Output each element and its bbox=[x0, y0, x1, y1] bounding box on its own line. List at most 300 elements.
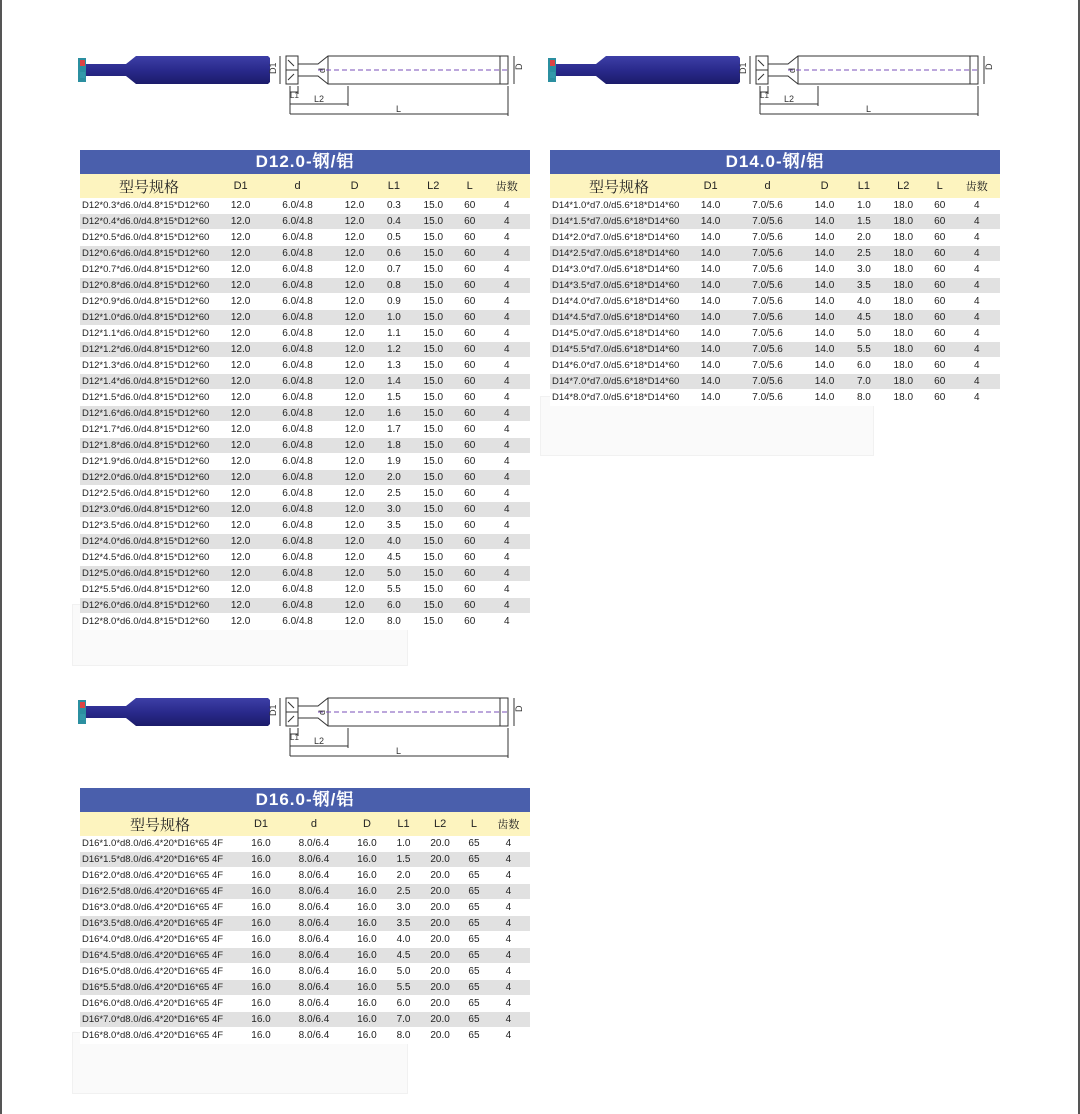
value-cell: 4.0 bbox=[847, 294, 881, 310]
value-cell: 15.0 bbox=[411, 502, 456, 518]
table-row bbox=[80, 518, 530, 534]
value-cell: 65 bbox=[461, 1028, 487, 1044]
value-cell: 15.0 bbox=[411, 214, 456, 230]
model-cell: D16*7.0*d8.0/d6.4*20*D16*65 4F bbox=[80, 1012, 240, 1028]
model-cell: D16*3.0*d8.0/d6.4*20*D16*65 4F bbox=[80, 900, 240, 916]
table-row bbox=[80, 1028, 530, 1044]
value-cell: 12.0 bbox=[218, 550, 263, 566]
value-cell: 16.0 bbox=[240, 980, 282, 996]
value-cell: 16.0 bbox=[346, 836, 388, 852]
table-row bbox=[80, 582, 530, 598]
value-cell: 14.0 bbox=[802, 278, 847, 294]
value-cell: 14.0 bbox=[802, 246, 847, 262]
value-cell: 12.0 bbox=[332, 582, 377, 598]
svg-text:D1: D1 bbox=[268, 62, 278, 74]
value-cell: 7.0/5.6 bbox=[733, 374, 802, 390]
value-cell: 60 bbox=[456, 486, 484, 502]
value-cell: 15.0 bbox=[411, 598, 456, 614]
header-cell: L bbox=[461, 812, 487, 836]
table-row bbox=[550, 358, 1000, 374]
table-row bbox=[80, 502, 530, 518]
value-cell: 7.0/5.6 bbox=[733, 310, 802, 326]
value-cell: 65 bbox=[461, 916, 487, 932]
model-cell: D16*2.5*d8.0/d6.4*20*D16*65 4F bbox=[80, 884, 240, 900]
svg-text:d: d bbox=[317, 67, 327, 73]
value-cell: 6.0/4.8 bbox=[263, 230, 332, 246]
value-cell: 15.0 bbox=[411, 470, 456, 486]
value-cell: 5.5 bbox=[847, 342, 881, 358]
value-cell: 14.0 bbox=[688, 358, 733, 374]
value-cell: 7.0/5.6 bbox=[733, 246, 802, 262]
value-cell: 6.0/4.8 bbox=[263, 518, 332, 534]
value-cell: 60 bbox=[456, 198, 484, 214]
value-cell: 6.0/4.8 bbox=[263, 438, 332, 454]
value-cell: 65 bbox=[461, 884, 487, 900]
value-cell: 8.0/6.4 bbox=[282, 948, 346, 964]
svg-text:d: d bbox=[317, 709, 327, 715]
svg-text:D: D bbox=[514, 63, 524, 70]
value-cell: 4 bbox=[487, 916, 530, 932]
model-cell: D12*4.5*d6.0/d4.8*15*D12*60 bbox=[80, 550, 218, 566]
value-cell: 1.5 bbox=[377, 390, 411, 406]
value-cell: 12.0 bbox=[332, 470, 377, 486]
value-cell: 15.0 bbox=[411, 454, 456, 470]
table-title: D16.0-钢/铝 bbox=[80, 788, 530, 812]
value-cell: 14.0 bbox=[802, 342, 847, 358]
value-cell: 60 bbox=[456, 406, 484, 422]
table-row bbox=[80, 358, 530, 374]
value-cell: 12.0 bbox=[218, 214, 263, 230]
value-cell: 60 bbox=[456, 598, 484, 614]
value-cell: 16.0 bbox=[346, 980, 388, 996]
value-cell: 4 bbox=[484, 326, 530, 342]
value-cell: 12.0 bbox=[332, 374, 377, 390]
value-cell: 4 bbox=[954, 214, 1000, 230]
value-cell: 14.0 bbox=[688, 214, 733, 230]
value-cell: 60 bbox=[926, 198, 954, 214]
tool-figure-d16 bbox=[78, 688, 538, 773]
value-cell: 6.0/4.8 bbox=[263, 534, 332, 550]
value-cell: 4 bbox=[487, 1012, 530, 1028]
value-cell: 4 bbox=[487, 900, 530, 916]
svg-text:L1: L1 bbox=[290, 91, 299, 100]
value-cell: 5.0 bbox=[377, 566, 411, 582]
model-cell: D12*0.5*d6.0/d4.8*15*D12*60 bbox=[80, 230, 218, 246]
svg-text:L1: L1 bbox=[760, 91, 769, 100]
value-cell: 4 bbox=[484, 486, 530, 502]
value-cell: 20.0 bbox=[419, 836, 461, 852]
svg-text:L2: L2 bbox=[784, 94, 795, 104]
value-cell: 6.0/4.8 bbox=[263, 470, 332, 486]
value-cell: 6.0/4.8 bbox=[263, 214, 332, 230]
value-cell: 14.0 bbox=[688, 230, 733, 246]
value-cell: 4 bbox=[487, 932, 530, 948]
header-cell: d bbox=[282, 812, 346, 836]
value-cell: 60 bbox=[456, 374, 484, 390]
svg-text:L1: L1 bbox=[290, 733, 299, 742]
table-header-row bbox=[80, 174, 530, 198]
value-cell: 14.0 bbox=[802, 326, 847, 342]
value-cell: 12.0 bbox=[332, 486, 377, 502]
table-row bbox=[80, 390, 530, 406]
value-cell: 8.0 bbox=[377, 614, 411, 630]
value-cell: 14.0 bbox=[802, 310, 847, 326]
value-cell: 4 bbox=[484, 454, 530, 470]
value-cell: 60 bbox=[456, 502, 484, 518]
header-cell: L bbox=[456, 174, 484, 198]
svg-text:D1: D1 bbox=[268, 704, 278, 716]
value-cell: 4 bbox=[484, 566, 530, 582]
value-cell: 18.0 bbox=[881, 278, 926, 294]
value-cell: 18.0 bbox=[881, 326, 926, 342]
tool-drawing bbox=[548, 46, 1008, 126]
value-cell: 12.0 bbox=[332, 518, 377, 534]
table-row bbox=[80, 262, 530, 278]
value-cell: 18.0 bbox=[881, 294, 926, 310]
value-cell: 5.5 bbox=[388, 980, 419, 996]
table-row bbox=[80, 598, 530, 614]
table-row bbox=[80, 374, 530, 390]
table-row bbox=[80, 900, 530, 916]
value-cell: 8.0/6.4 bbox=[282, 868, 346, 884]
model-cell: D14*2.5*d7.0/d5.6*18*D14*60 bbox=[550, 246, 688, 262]
model-cell: D12*1.2*d6.0/d4.8*15*D12*60 bbox=[80, 342, 218, 358]
value-cell: 60 bbox=[926, 342, 954, 358]
value-cell: 60 bbox=[926, 214, 954, 230]
value-cell: 12.0 bbox=[332, 310, 377, 326]
value-cell: 60 bbox=[456, 454, 484, 470]
value-cell: 8.0/6.4 bbox=[282, 884, 346, 900]
value-cell: 4.5 bbox=[847, 310, 881, 326]
model-cell: D16*6.0*d8.0/d6.4*20*D16*65 4F bbox=[80, 996, 240, 1012]
value-cell: 6.0/4.8 bbox=[263, 502, 332, 518]
value-cell: 4 bbox=[954, 278, 1000, 294]
value-cell: 4 bbox=[484, 310, 530, 326]
model-cell: D12*1.0*d6.0/d4.8*15*D12*60 bbox=[80, 310, 218, 326]
value-cell: 60 bbox=[456, 230, 484, 246]
value-cell: 7.0/5.6 bbox=[733, 294, 802, 310]
table-row bbox=[80, 246, 530, 262]
value-cell: 12.0 bbox=[218, 502, 263, 518]
value-cell: 16.0 bbox=[346, 900, 388, 916]
table-row bbox=[80, 980, 530, 996]
table-row bbox=[80, 438, 530, 454]
value-cell: 65 bbox=[461, 852, 487, 868]
value-cell: 2.5 bbox=[377, 486, 411, 502]
value-cell: 14.0 bbox=[802, 230, 847, 246]
value-cell: 15.0 bbox=[411, 422, 456, 438]
model-cell: D14*5.0*d7.0/d5.6*18*D14*60 bbox=[550, 326, 688, 342]
table-row bbox=[80, 422, 530, 438]
header-cell: D1 bbox=[240, 812, 282, 836]
table-row bbox=[550, 310, 1000, 326]
value-cell: 12.0 bbox=[218, 230, 263, 246]
value-cell: 18.0 bbox=[881, 310, 926, 326]
value-cell: 4 bbox=[484, 614, 530, 630]
value-cell: 60 bbox=[456, 262, 484, 278]
value-cell: 20.0 bbox=[419, 932, 461, 948]
model-cell: D14*1.5*d7.0/d5.6*18*D14*60 bbox=[550, 214, 688, 230]
value-cell: 5.5 bbox=[377, 582, 411, 598]
model-cell: D12*1.9*d6.0/d4.8*15*D12*60 bbox=[80, 454, 218, 470]
cutter-photo bbox=[78, 56, 270, 84]
value-cell: 1.7 bbox=[377, 422, 411, 438]
table-row bbox=[550, 262, 1000, 278]
value-cell: 12.0 bbox=[218, 358, 263, 374]
value-cell: 12.0 bbox=[332, 262, 377, 278]
value-cell: 6.0/4.8 bbox=[263, 278, 332, 294]
value-cell: 4 bbox=[484, 342, 530, 358]
value-cell: 65 bbox=[461, 964, 487, 980]
value-cell: 20.0 bbox=[419, 900, 461, 916]
model-cell: D12*8.0*d6.0/d4.8*15*D12*60 bbox=[80, 614, 218, 630]
svg-text:L: L bbox=[396, 104, 402, 114]
model-cell: D14*8.0*d7.0/d5.6*18*D14*60 bbox=[550, 390, 688, 406]
value-cell: 65 bbox=[461, 932, 487, 948]
table-row bbox=[80, 614, 530, 630]
value-cell: 12.0 bbox=[218, 534, 263, 550]
value-cell: 14.0 bbox=[688, 342, 733, 358]
value-cell: 1.9 bbox=[377, 454, 411, 470]
table-row bbox=[550, 230, 1000, 246]
header-cell: L1 bbox=[388, 812, 419, 836]
value-cell: 8.0/6.4 bbox=[282, 916, 346, 932]
value-cell: 14.0 bbox=[688, 294, 733, 310]
value-cell: 65 bbox=[461, 868, 487, 884]
value-cell: 0.4 bbox=[377, 214, 411, 230]
value-cell: 60 bbox=[926, 326, 954, 342]
value-cell: 15.0 bbox=[411, 246, 456, 262]
value-cell: 12.0 bbox=[332, 342, 377, 358]
value-cell: 12.0 bbox=[218, 438, 263, 454]
value-cell: 12.0 bbox=[332, 230, 377, 246]
value-cell: 20.0 bbox=[419, 948, 461, 964]
value-cell: 60 bbox=[456, 438, 484, 454]
value-cell: 0.5 bbox=[377, 230, 411, 246]
value-cell: 12.0 bbox=[218, 598, 263, 614]
value-cell: 12.0 bbox=[218, 614, 263, 630]
value-cell: 7.0 bbox=[847, 374, 881, 390]
value-cell: 60 bbox=[456, 582, 484, 598]
value-cell: 8.0/6.4 bbox=[282, 900, 346, 916]
value-cell: 12.0 bbox=[218, 262, 263, 278]
table-row bbox=[80, 916, 530, 932]
value-cell: 60 bbox=[456, 214, 484, 230]
value-cell: 16.0 bbox=[240, 884, 282, 900]
value-cell: 16.0 bbox=[240, 836, 282, 852]
value-cell: 16.0 bbox=[346, 932, 388, 948]
value-cell: 4.5 bbox=[377, 550, 411, 566]
value-cell: 16.0 bbox=[240, 1028, 282, 1044]
value-cell: 15.0 bbox=[411, 262, 456, 278]
value-cell: 14.0 bbox=[688, 278, 733, 294]
value-cell: 7.0/5.6 bbox=[733, 358, 802, 374]
value-cell: 4 bbox=[484, 502, 530, 518]
value-cell: 3.5 bbox=[847, 278, 881, 294]
value-cell: 60 bbox=[456, 534, 484, 550]
value-cell: 18.0 bbox=[881, 198, 926, 214]
value-cell: 4 bbox=[487, 852, 530, 868]
value-cell: 7.0/5.6 bbox=[733, 278, 802, 294]
value-cell: 4 bbox=[954, 358, 1000, 374]
table-row bbox=[80, 996, 530, 1012]
model-cell: D14*7.0*d7.0/d5.6*18*D14*60 bbox=[550, 374, 688, 390]
value-cell: 4.5 bbox=[388, 948, 419, 964]
value-cell: 2.0 bbox=[377, 470, 411, 486]
value-cell: 12.0 bbox=[218, 294, 263, 310]
value-cell: 6.0/4.8 bbox=[263, 390, 332, 406]
value-cell: 4 bbox=[484, 518, 530, 534]
header-cell: L bbox=[926, 174, 954, 198]
model-cell: D12*1.5*d6.0/d4.8*15*D12*60 bbox=[80, 390, 218, 406]
value-cell: 4 bbox=[484, 214, 530, 230]
value-cell: 4 bbox=[484, 198, 530, 214]
value-cell: 16.0 bbox=[240, 948, 282, 964]
value-cell: 8.0/6.4 bbox=[282, 932, 346, 948]
value-cell: 8.0/6.4 bbox=[282, 996, 346, 1012]
value-cell: 60 bbox=[926, 310, 954, 326]
value-cell: 16.0 bbox=[346, 1028, 388, 1044]
value-cell: 4 bbox=[954, 198, 1000, 214]
table-row bbox=[80, 932, 530, 948]
value-cell: 2.5 bbox=[388, 884, 419, 900]
value-cell: 4 bbox=[954, 310, 1000, 326]
value-cell: 14.0 bbox=[688, 390, 733, 406]
value-cell: 7.0/5.6 bbox=[733, 198, 802, 214]
value-cell: 12.0 bbox=[332, 422, 377, 438]
value-cell: 60 bbox=[456, 614, 484, 630]
value-cell: 12.0 bbox=[332, 278, 377, 294]
value-cell: 3.5 bbox=[377, 518, 411, 534]
model-cell: D16*1.0*d8.0/d6.4*20*D16*65 4F bbox=[80, 836, 240, 852]
value-cell: 60 bbox=[926, 294, 954, 310]
value-cell: 4 bbox=[487, 884, 530, 900]
table-row bbox=[80, 884, 530, 900]
value-cell: 4 bbox=[484, 230, 530, 246]
model-cell: D12*3.5*d6.0/d4.8*15*D12*60 bbox=[80, 518, 218, 534]
table-row bbox=[550, 374, 1000, 390]
value-cell: 5.0 bbox=[388, 964, 419, 980]
header-cell: D1 bbox=[688, 174, 733, 198]
value-cell: 4 bbox=[484, 294, 530, 310]
value-cell: 6.0/4.8 bbox=[263, 198, 332, 214]
value-cell: 16.0 bbox=[240, 900, 282, 916]
value-cell: 4 bbox=[487, 964, 530, 980]
value-cell: 60 bbox=[926, 374, 954, 390]
value-cell: 12.0 bbox=[332, 390, 377, 406]
value-cell: 12.0 bbox=[332, 534, 377, 550]
table-row bbox=[80, 852, 530, 868]
value-cell: 4 bbox=[487, 868, 530, 884]
value-cell: 18.0 bbox=[881, 390, 926, 406]
svg-text:L: L bbox=[396, 746, 402, 756]
value-cell: 15.0 bbox=[411, 486, 456, 502]
value-cell: 60 bbox=[926, 390, 954, 406]
value-cell: 20.0 bbox=[419, 868, 461, 884]
value-cell: 12.0 bbox=[218, 486, 263, 502]
value-cell: 60 bbox=[456, 390, 484, 406]
value-cell: 15.0 bbox=[411, 390, 456, 406]
value-cell: 8.0/6.4 bbox=[282, 964, 346, 980]
header-cell: D1 bbox=[218, 174, 263, 198]
value-cell: 16.0 bbox=[346, 868, 388, 884]
value-cell: 4 bbox=[487, 1028, 530, 1044]
table-row bbox=[80, 310, 530, 326]
value-cell: 12.0 bbox=[332, 614, 377, 630]
value-cell: 12.0 bbox=[332, 406, 377, 422]
value-cell: 4 bbox=[484, 422, 530, 438]
model-cell: D12*0.8*d6.0/d4.8*15*D12*60 bbox=[80, 278, 218, 294]
value-cell: 18.0 bbox=[881, 246, 926, 262]
value-cell: 16.0 bbox=[240, 916, 282, 932]
value-cell: 3.0 bbox=[377, 502, 411, 518]
model-cell: D12*1.8*d6.0/d4.8*15*D12*60 bbox=[80, 438, 218, 454]
value-cell: 16.0 bbox=[346, 996, 388, 1012]
table-row bbox=[80, 486, 530, 502]
header-cell: D bbox=[332, 174, 377, 198]
value-cell: 6.0/4.8 bbox=[263, 326, 332, 342]
value-cell: 15.0 bbox=[411, 518, 456, 534]
value-cell: 16.0 bbox=[240, 852, 282, 868]
value-cell: 14.0 bbox=[688, 198, 733, 214]
value-cell: 0.6 bbox=[377, 246, 411, 262]
value-cell: 18.0 bbox=[881, 342, 926, 358]
value-cell: 60 bbox=[456, 470, 484, 486]
value-cell: 60 bbox=[456, 342, 484, 358]
value-cell: 14.0 bbox=[688, 262, 733, 278]
value-cell: 14.0 bbox=[802, 294, 847, 310]
svg-text:D: D bbox=[514, 705, 524, 712]
value-cell: 60 bbox=[926, 278, 954, 294]
value-cell: 60 bbox=[456, 246, 484, 262]
value-cell: 4.0 bbox=[388, 932, 419, 948]
table-row bbox=[80, 278, 530, 294]
model-cell: D12*1.6*d6.0/d4.8*15*D12*60 bbox=[80, 406, 218, 422]
svg-text:d: d bbox=[787, 67, 797, 73]
value-cell: 8.0/6.4 bbox=[282, 1028, 346, 1044]
value-cell: 60 bbox=[456, 326, 484, 342]
value-cell: 16.0 bbox=[240, 964, 282, 980]
value-cell: 16.0 bbox=[240, 1012, 282, 1028]
value-cell: 15.0 bbox=[411, 614, 456, 630]
value-cell: 18.0 bbox=[881, 230, 926, 246]
table-row bbox=[80, 836, 530, 852]
value-cell: 0.3 bbox=[377, 198, 411, 214]
value-cell: 7.0/5.6 bbox=[733, 390, 802, 406]
value-cell: 7.0/5.6 bbox=[733, 214, 802, 230]
value-cell: 65 bbox=[461, 980, 487, 996]
value-cell: 12.0 bbox=[332, 566, 377, 582]
value-cell: 6.0 bbox=[377, 598, 411, 614]
model-cell: D12*5.5*d6.0/d4.8*15*D12*60 bbox=[80, 582, 218, 598]
header-cell: d bbox=[733, 174, 802, 198]
value-cell: 2.0 bbox=[847, 230, 881, 246]
value-cell: 7.0/5.6 bbox=[733, 326, 802, 342]
value-cell: 60 bbox=[456, 518, 484, 534]
value-cell: 1.8 bbox=[377, 438, 411, 454]
value-cell: 4 bbox=[954, 326, 1000, 342]
model-cell: D12*0.4*d6.0/d4.8*15*D12*60 bbox=[80, 214, 218, 230]
table-row bbox=[80, 230, 530, 246]
model-cell: D16*8.0*d8.0/d6.4*20*D16*65 4F bbox=[80, 1028, 240, 1044]
table-row bbox=[80, 534, 530, 550]
header-model: 型号规格 bbox=[80, 174, 218, 198]
value-cell: 8.0/6.4 bbox=[282, 980, 346, 996]
value-cell: 8.0 bbox=[388, 1028, 419, 1044]
model-cell: D12*1.7*d6.0/d4.8*15*D12*60 bbox=[80, 422, 218, 438]
table-title: D14.0-钢/铝 bbox=[550, 150, 1000, 174]
value-cell: 3.5 bbox=[388, 916, 419, 932]
